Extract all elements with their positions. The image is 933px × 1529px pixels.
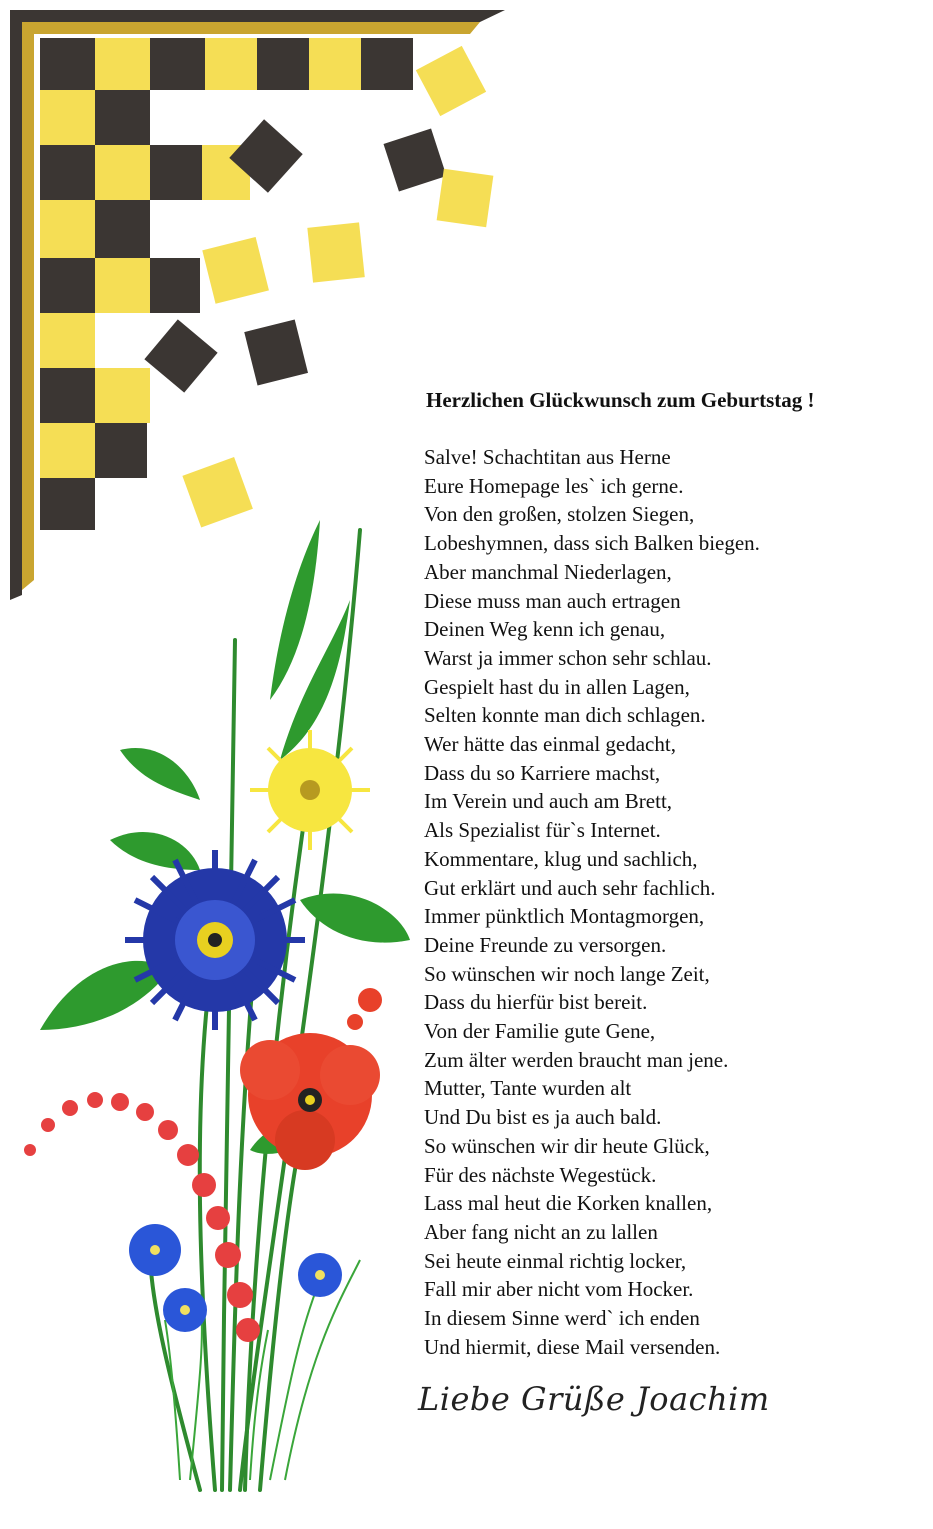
poem-line: Dass du hierfür bist bereit.	[424, 990, 648, 1015]
poem-line: Selten konnte man dich schlagen.	[424, 703, 706, 728]
poem-line: Immer pünktlich Montagmorgen,	[424, 904, 705, 929]
poem-line: Als Spezialist für`s Internet.	[424, 818, 661, 843]
poem-line: Von der Familie gute Gene,	[424, 1019, 656, 1044]
poem-line: Mutter, Tante wurden alt	[424, 1076, 632, 1101]
poem-line: Lass mal heut die Korken knallen,	[424, 1191, 713, 1216]
poem-line: Fall mir aber nicht vom Hocker.	[424, 1277, 694, 1302]
poem-line: Diese muss man auch ertragen	[424, 588, 681, 613]
poem-line: Zum älter werden braucht man jene.	[424, 1047, 729, 1072]
poem-title: Herzlichen Glückwunsch zum Geburtstag !	[426, 388, 815, 412]
poem-line: Dass du so Karriere machst,	[424, 760, 661, 785]
flower-bouquet	[24, 520, 410, 1490]
blue-aster-flower	[125, 850, 305, 1030]
poem-line: Deinen Weg kenn ich genau,	[424, 617, 666, 642]
poem-line: Für des nächste Wegestück.	[424, 1162, 657, 1187]
signature: Liebe Grüße Joachim	[418, 1380, 770, 1418]
poem-line: Aber manchmal Niederlagen,	[424, 559, 672, 584]
poem-line: Im Verein und auch am Brett,	[424, 789, 673, 814]
poem-line: Eure Homepage les` ich gerne.	[424, 473, 684, 498]
poem-lines	[424, 443, 924, 1362]
poem-line: Sei heute einmal richtig locker,	[424, 1248, 687, 1273]
poem-line: In diesem Sinne werd` ich enden	[424, 1306, 700, 1331]
poem-line: Warst ja immer schon sehr schlau.	[424, 645, 712, 670]
poem-line: Und Du bist es ja auch bald.	[424, 1105, 662, 1130]
poem-line: Und hiermit, diese Mail versenden.	[424, 1334, 721, 1359]
yellow-flower	[250, 730, 370, 850]
birthday-poem	[424, 388, 924, 1362]
poem-line: Salve! Schachtitan aus Herne	[424, 445, 671, 469]
poem-line: Kommentare, klug und sachlich,	[424, 846, 698, 871]
poem-line: Aber fang nicht an zu lallen	[424, 1219, 658, 1244]
poem-line: Gespielt hast du in allen Lagen,	[424, 674, 690, 699]
poem-line: Lobeshymnen, dass sich Balken biegen.	[424, 531, 760, 556]
poem-line: So wünschen wir dir heute Glück,	[424, 1133, 710, 1158]
poem-line: Deine Freunde zu versorgen.	[424, 932, 667, 957]
poem-line: Von den großen, stolzen Siegen,	[424, 502, 695, 527]
poem-line: Wer hätte das einmal gedacht,	[424, 732, 676, 757]
poem-line: So wünschen wir noch lange Zeit,	[424, 961, 710, 986]
poem-line: Gut erklärt und auch sehr fachlich.	[424, 875, 716, 900]
